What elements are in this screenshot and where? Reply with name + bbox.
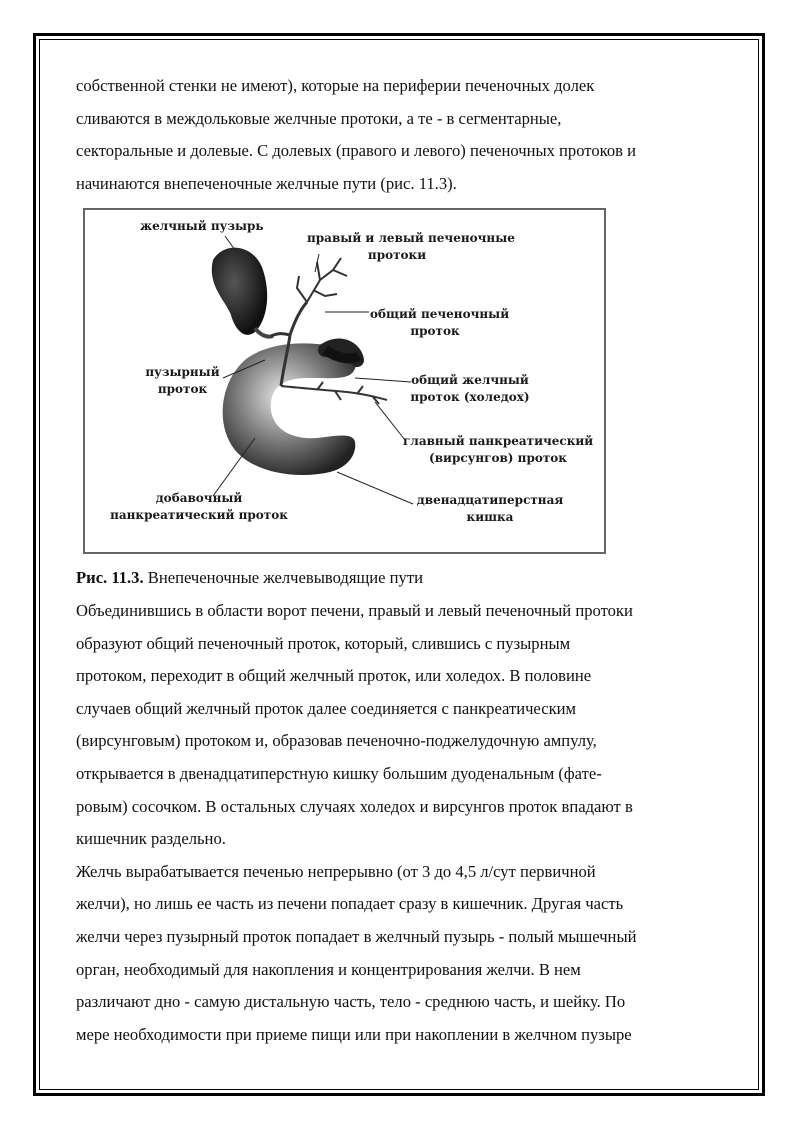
- text-line: начинаются внепеченочные желчные пути (рис. 11.3).: [76, 173, 457, 193]
- caption-text: Внепеченочные желчевыводящие пути: [143, 568, 423, 588]
- label-hepatic-ducts-1: правый и левый печеночные: [307, 231, 515, 246]
- label-hepatic-ducts-2: протоки: [367, 248, 427, 263]
- text-line: кишечник раздельно.: [76, 829, 226, 849]
- label-duodenum-1: двенадцатиперстная: [416, 493, 564, 508]
- label-pancreatic-1: главный панкреатический: [403, 434, 594, 449]
- label-cystic-2: проток: [157, 382, 208, 397]
- text-line: Объединившись в области ворот печени, правый и левый печеночный протоки: [76, 600, 633, 620]
- text-line: образуют общий печеночный проток, который, слившись с пузырным: [76, 633, 571, 653]
- label-pancreatic-2: (вирсунгов) проток: [429, 451, 567, 466]
- text-line: ровым) сосочком. В остальных случаях холедох и вирсунгов проток впадают в: [76, 796, 633, 816]
- label-accessory-1: добавочный: [155, 491, 243, 506]
- text-line: секторальные и долевые. С долевых (правого и левого) печеночных протоков и: [76, 141, 637, 161]
- text-line: различают дно - самую дистальную часть, тело - среднюю часть, и шейку. По: [76, 992, 626, 1012]
- text-line: желчи), но лишь ее часть из печени попадает сразу в кишечник. Другая часть: [76, 894, 624, 914]
- text-line: Желчь вырабатывается печенью непрерывно (от 3 до 4,5 л/сут первичной: [76, 861, 596, 881]
- label-duodenum-2: кишка: [466, 510, 514, 525]
- label-common-bile-1: общий желчный: [411, 373, 529, 388]
- label-common-hepatic-2: проток: [410, 324, 460, 339]
- gallbladder-neck: [255, 328, 273, 337]
- hepatic-branches: [297, 258, 347, 302]
- text-line: открывается в двенадцатиперстную кишку большим дуоденальным (фате-: [76, 763, 602, 783]
- page-content: [76, 70, 726, 1051]
- cystic-duct: [271, 334, 290, 336]
- gallbladder-shape: [212, 248, 267, 335]
- text-line: собственной стенки не имеют), которые на периферии печеночных долек: [76, 76, 595, 95]
- text-line: орган, необходимый для накопления и концентрирования желчи. В нем: [76, 959, 581, 979]
- pancreatic-duct: [281, 382, 387, 404]
- text-line: желчи через пузырный проток попадает в желчный пузырь - полый мышечный: [76, 926, 637, 946]
- label-accessory-2: панкреатический проток: [110, 508, 288, 523]
- common-hepatic-duct: [290, 302, 307, 335]
- figure-bile-ducts: [83, 208, 606, 554]
- label-common-hepatic-1: общий печеночный: [370, 307, 510, 322]
- text-line: случаев общий желчный проток далее соединяется с панкреатическим: [76, 698, 577, 718]
- caption-number: Рис. 11.3.: [76, 568, 144, 588]
- text-line: мере необходимости при приеме пищи или при накоплении в желчном пузыре: [76, 1024, 632, 1044]
- text-line: сливаются в междольковые желчные протоки, а те - в сегментарные,: [76, 108, 562, 128]
- label-cystic-1: пузырный: [145, 365, 220, 380]
- label-gallbladder: желчный пузырь: [140, 219, 264, 234]
- figure-caption: [76, 562, 726, 595]
- text-line: (вирсунговым) протоком и, образовав печеночно-поджелудочную ампулу,: [76, 731, 597, 751]
- label-common-bile-2: проток (холедох): [410, 390, 530, 405]
- text-line: протоком, переходит в общий желчный проток, или холедох. В половине: [76, 666, 592, 686]
